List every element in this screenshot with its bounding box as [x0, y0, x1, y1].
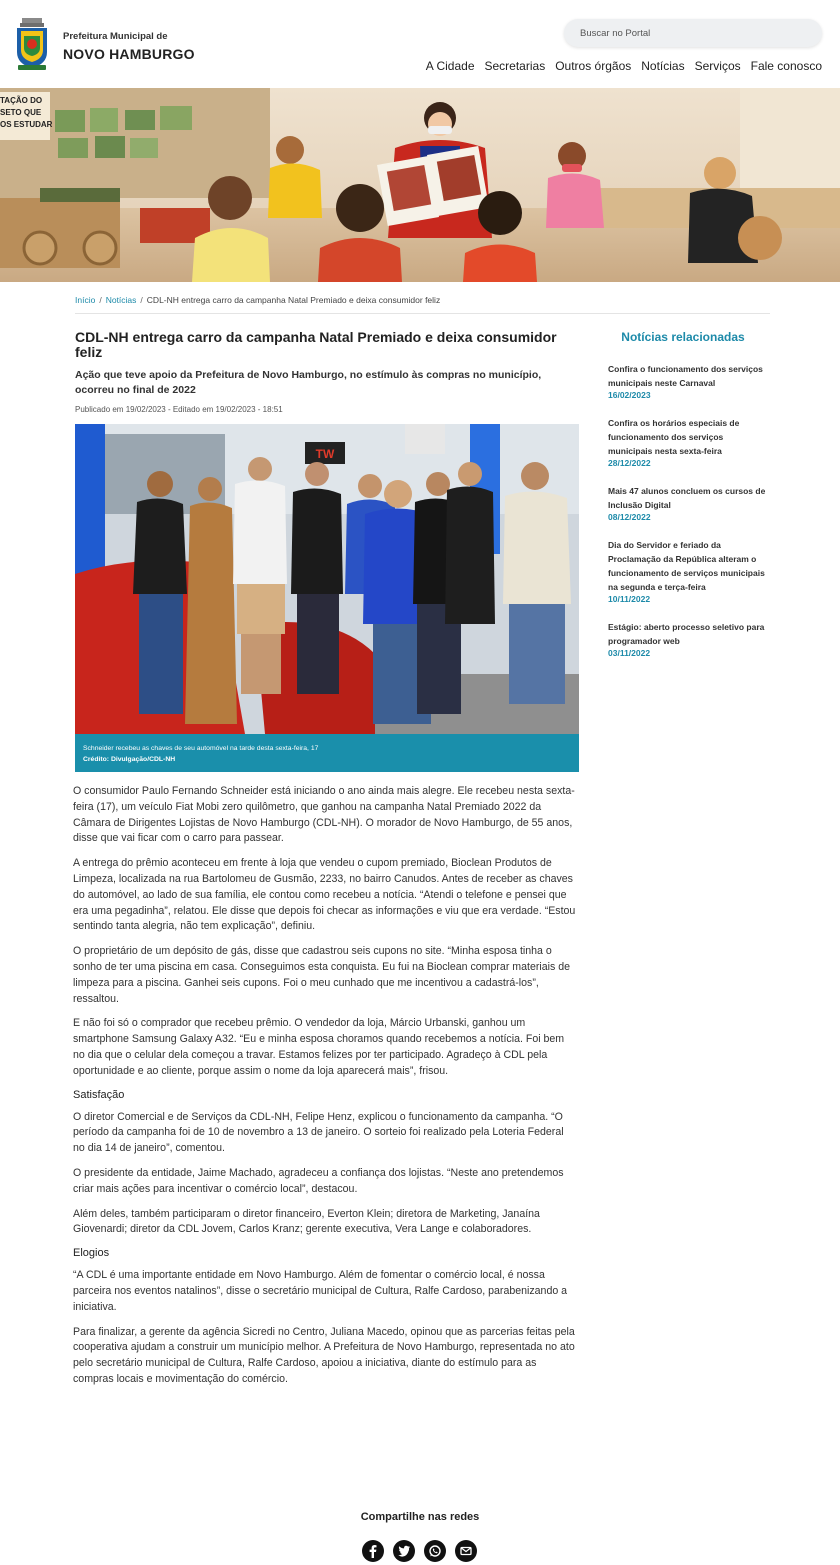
article-paragraph: A entrega do prêmio aconteceu em frente à loja que vendeu o cupom premiado, Bioclean Produtos de Limpeza, localizada na rua Bartolomeu de Gusmão, 2233, no bairro Canudos. Antes de receber as chaves do automóvel, ao lado de sua família, ele contou como recebeu a notícia. “Atendi o telefone e pensei que era uma pegadinha”, relatou. Ele disse que depois foi checar as informações e viu que era verdade. “Estou sentindo tanta alegria, não tem explicação”, definiu.	[73, 857, 576, 933]
related-news-item[interactable]	[608, 484, 768, 523]
org-name[interactable]: NOVO HAMBURGO	[63, 46, 195, 62]
wall-sign-line-2: SETO QUE	[0, 108, 42, 117]
article-paragraph: O presidente da entidade, Jaime Machado, agradeceu a confiança dos lojistas. “Neste ano pretendemos criar mais ações para incentivar o comércio local”, destacou.	[73, 1166, 564, 1195]
email-icon[interactable]	[455, 1540, 477, 1562]
related-news-item-title: Estágio: aberto processo seletivo para programador web	[608, 622, 765, 646]
related-news-item[interactable]	[608, 416, 768, 469]
breadcrumb-divider	[75, 313, 770, 314]
related-news-item-date: 28/12/2022	[608, 458, 651, 468]
related-news-list	[608, 362, 768, 674]
article-subtitle: Ação que teve apoio da Prefeitura de Novo Hamburgo, no estímulo às compras no município, ocorreu no final de 2022	[75, 369, 542, 396]
article-body	[73, 784, 578, 1397]
related-news-item-date: 08/12/2022	[608, 512, 651, 522]
breadcrumb-news-link[interactable]: Notícias	[105, 295, 137, 305]
related-news-item-date: 16/02/2023	[608, 390, 651, 400]
article-paragraph: O proprietário de um depósito de gás, disse que cadastrou seis cupons no site. “Minha esposa tinha o sonho de ter uma piscina em casa. Conseguimos esta conquista. Eu fui na Bioclean comprar materiais de limpeza para a piscina. Ganhei seis cupons. Foi o meu cunhado que me incentivou a cadastrá-los”, ressaltou.	[73, 945, 570, 1005]
nav-secretarias[interactable]: Secretarias	[484, 59, 546, 73]
whatsapp-icon[interactable]	[424, 1540, 446, 1562]
site-header	[0, 0, 840, 88]
breadcrumb-home-link[interactable]: Início	[75, 295, 96, 305]
nav-outros-orgaos[interactable]: Outros órgãos	[555, 59, 632, 73]
article-paragraph: O diretor Comercial e de Serviços da CDL-NH, Felipe Henz, explicou o funcionamento da campanha. “O período da campanha foi de 10 de novembro a 13 de janeiro. O sorteio foi realizado pela Loteria Federal no dia 14 de janeiro”, comentou.	[73, 1110, 564, 1155]
article-photo-illustration	[75, 424, 579, 734]
related-news-item[interactable]	[608, 538, 768, 605]
article-paragraph: E não foi só o comprador que recebeu prêmio. O vendedor da loja, Márcio Urbanski, ganhou um smartphone Samsung Galaxy A32. “Eu e minha esposa choramos quando recebemos a notícia. Foi bem no dia que o celular dela começou a travar. Estamos felizes por ter participado. Agradeço à CDL pela oportunidade e ao cliente, porque assim o nome da loja aparecerá mais”, frisou.	[73, 1017, 565, 1077]
breadcrumb-current: CDL-NH entrega carro da campanha Natal Premiado e deixa consumidor feliz	[146, 295, 441, 305]
photo-store-sign: TW	[315, 447, 335, 461]
article-paragraph: Além deles, também participaram o diretor financeiro, Everton Klein; diretora de Marketing, Janaína Giovenardi; diretor da CDL Jovem, Carlos Kranz; gerente executiva, Vera Lange e colaboradores.	[73, 1207, 540, 1236]
article-section-heading: Satisfação	[73, 1088, 125, 1101]
article-meta: Publicado em 19/02/2023 - Editado em 19/02/2023 - 18:51	[75, 405, 283, 414]
article-section-heading: Elogios	[73, 1247, 110, 1260]
breadcrumb-separator: /	[140, 295, 143, 305]
related-news-title: Notícias relacionadas	[621, 330, 745, 344]
breadcrumb	[75, 295, 440, 305]
article-paragraph: “A CDL é uma importante entidade em Novo Hamburgo. Além de fomentar o comércio local, é nossa parceira nos eventos natalinos”, disse o secretário municipal de Cultura, Ralfe Cardoso, parabenizando a iniciativa.	[73, 1269, 568, 1313]
nav-fale-conosco[interactable]: Fale conosco	[750, 59, 822, 73]
article-photo[interactable]	[75, 424, 579, 772]
twitter-icon[interactable]	[393, 1540, 415, 1562]
article-paragraph: Para finalizar, a gerente da agência Sicredi no Centro, Juliana Macedo, opinou que as parcerias feitas pela cooperativa ajudam a construir um município melhor. A Prefeitura de Novo Hamburgo, representada no ato pelo secretário municipal de Cultura, Ralfe Cardoso, apoiou a iniciativa, diante do estímulo para as compras locais e movimentação do comércio.	[73, 1325, 575, 1385]
photo-caption: Schneider recebeu as chaves de seu automóvel na tarde desta sexta-feira, 17	[83, 745, 319, 752]
wall-sign-line-1: TAÇÃO DO	[0, 96, 43, 105]
breadcrumb-separator: /	[99, 295, 102, 305]
related-news-item-title: Mais 47 alunos concluem os cursos de Inclusão Digital	[608, 486, 766, 510]
city-crest-logo[interactable]	[14, 18, 50, 72]
related-news-item[interactable]	[608, 362, 768, 401]
photo-credit: Crédito: Divulgação/CDL-NH	[83, 756, 176, 763]
org-name-small: Prefeitura Municipal de	[63, 31, 168, 42]
related-news-item-title: Confira o funcionamento dos serviços municipais neste Carnaval	[608, 364, 763, 388]
nav-noticias[interactable]: Notícias	[641, 59, 685, 73]
nav-servicos[interactable]: Serviços	[694, 59, 741, 73]
hero-banner-image	[0, 88, 840, 282]
article-title: CDL-NH entrega carro da campanha Natal Premiado e deixa consumidor feliz	[75, 329, 557, 360]
facebook-icon[interactable]	[362, 1540, 384, 1562]
related-news-item-title: Confira os horários especiais de funcionamento dos serviços municipais nesta sexta-feira	[608, 418, 740, 456]
related-news-item[interactable]	[608, 620, 768, 659]
search-input[interactable]	[580, 25, 810, 41]
related-news-item-date: 10/11/2022	[608, 594, 651, 604]
search-box[interactable]	[564, 19, 822, 47]
share-icons	[362, 1540, 477, 1562]
related-news-item-date: 03/11/2022	[608, 648, 651, 658]
share-title: Compartilhe nas redes	[360, 1511, 480, 1523]
article-paragraph: O consumidor Paulo Fernando Schneider está iniciando o ano ainda mais alegre. Ele recebeu nesta sexta-feira (17), um veículo Fiat Mobi zero quilômetro, que ganhou na campanha Natal Premiado 2022 da Câmara de Dirigentes Lojistas de Novo Hamburgo (CDL-NH). O morador de Novo Hamburgo, de 55 anos, disse que vai ficar com o carro para passear.	[73, 785, 575, 845]
wall-sign-line-3: OS ESTUDAR	[0, 120, 53, 129]
photo-caption-bar	[75, 734, 579, 772]
related-news-item-title: Dia do Servidor e feriado da Proclamação da República alteram o funcionamento de serviços municipais na segunda e terça-feira	[608, 540, 765, 592]
nav-a-cidade[interactable]: A Cidade	[425, 59, 475, 73]
main-nav	[426, 59, 822, 73]
